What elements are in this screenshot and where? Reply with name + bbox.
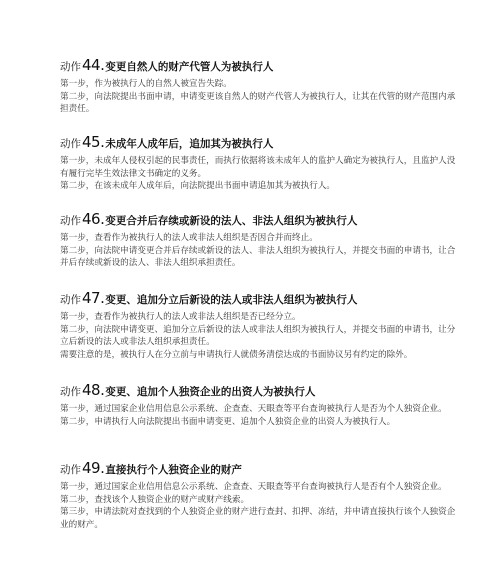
step-paragraph: 第二步，向法院提出书面申请，申请变更该自然人的财产代管人为被执行人，让其在代管的财产范围内承担责任。	[60, 91, 456, 115]
section-action-48	[60, 383, 458, 428]
section-title: 未成年人成年后，追加其为被执行人	[105, 138, 274, 150]
note-paragraph: 需要注意的是，被执行人在分立前与申请执行人就债务清偿达成的书面协议另有约定的除外。	[60, 349, 413, 360]
section-action-49	[60, 461, 458, 531]
action-prefix: 动作	[60, 386, 81, 398]
step-paragraph: 第二步，查找该个人独资企业的财产或财产线索。	[60, 494, 250, 505]
action-number: 49.	[82, 459, 105, 477]
section-title: 变更、追加分立后新设的法人或非法人组织为被执行人	[105, 294, 358, 306]
step-paragraph: 第一步，通过国家企业信用信息公示系统、企查查、天眼查等平台查询被执行人是否有个人独资企业。	[60, 482, 447, 492]
step-paragraph: 第一步，通过国家企业信用信息公示系统、企查查、天眼查等平台查询被执行人是否为个人独资企业。	[60, 404, 447, 414]
section-heading	[60, 58, 458, 74]
section-action-46	[60, 212, 458, 270]
section-title: 直接执行个人独资企业的财产	[105, 464, 242, 476]
action-prefix: 动作	[60, 215, 81, 227]
action-prefix: 动作	[60, 61, 81, 73]
action-number: 44.	[82, 56, 105, 74]
section-action-47	[60, 291, 458, 361]
action-prefix: 动作	[60, 138, 81, 150]
section-action-45	[60, 135, 458, 193]
step-paragraph: 第一步，查看作为被执行人的法人或非法人组织是否因合并而终止。	[60, 233, 318, 243]
step-paragraph: 第一步，查看作为被执行人的法人或非法人组织是否已经分立。	[60, 312, 301, 322]
action-prefix: 动作	[60, 294, 81, 306]
step-paragraph: 第一步，作为被执行人的自然人被宣告失踪。	[60, 79, 232, 89]
section-heading	[60, 383, 458, 399]
section-title: 变更自然人的财产代管人为被执行人	[105, 61, 274, 73]
step-paragraph: 第二步，申请执行人向法院提出书面申请变更、追加个人独资企业的出资人为被执行人。	[60, 416, 396, 427]
action-prefix: 动作	[60, 464, 81, 476]
step-paragraph: 第三步，申请法院对查找到的个人独资企业的财产进行查封、扣押、冻结，并申请直接执行该个人独资企业的财产。	[60, 507, 456, 530]
action-number: 45.	[82, 133, 105, 151]
section-heading	[60, 461, 458, 477]
step-paragraph: 第一步，未成年人侵权引起的民事责任，而执行依据将该未成年人的监护人确定为被执行人，且监护人没有履行完毕生效法律文书确定的义务。	[60, 156, 456, 179]
section-title: 变更、追加个人独资企业的出资人为被执行人	[105, 386, 316, 398]
section-heading	[60, 291, 458, 307]
section-action-44	[60, 58, 458, 116]
step-paragraph: 第二步，向法院申请变更、追加分立后新设的法人或非法人组织为被执行人，并提交书面的申请书，让分立后新设的法人或非法人组织承担责任。	[60, 324, 456, 348]
action-number: 48.	[82, 381, 105, 399]
section-heading	[60, 212, 458, 228]
step-paragraph: 第二步，向法院申请变更合并后存续或新设的法人、非法人组织为被执行人，并提交书面的申请书，让合并后存续或新设的法人、非法人组织承担责任。	[60, 245, 456, 269]
action-number: 46.	[82, 210, 105, 228]
step-paragraph: 第二步，在该未成年人成年后，向法院提出书面申请追加其为被执行人。	[60, 181, 336, 192]
action-number: 47.	[82, 289, 105, 307]
section-heading	[60, 135, 458, 151]
section-title: 变更合并后存续或新设的法人、非法人组织为被执行人	[105, 215, 358, 227]
